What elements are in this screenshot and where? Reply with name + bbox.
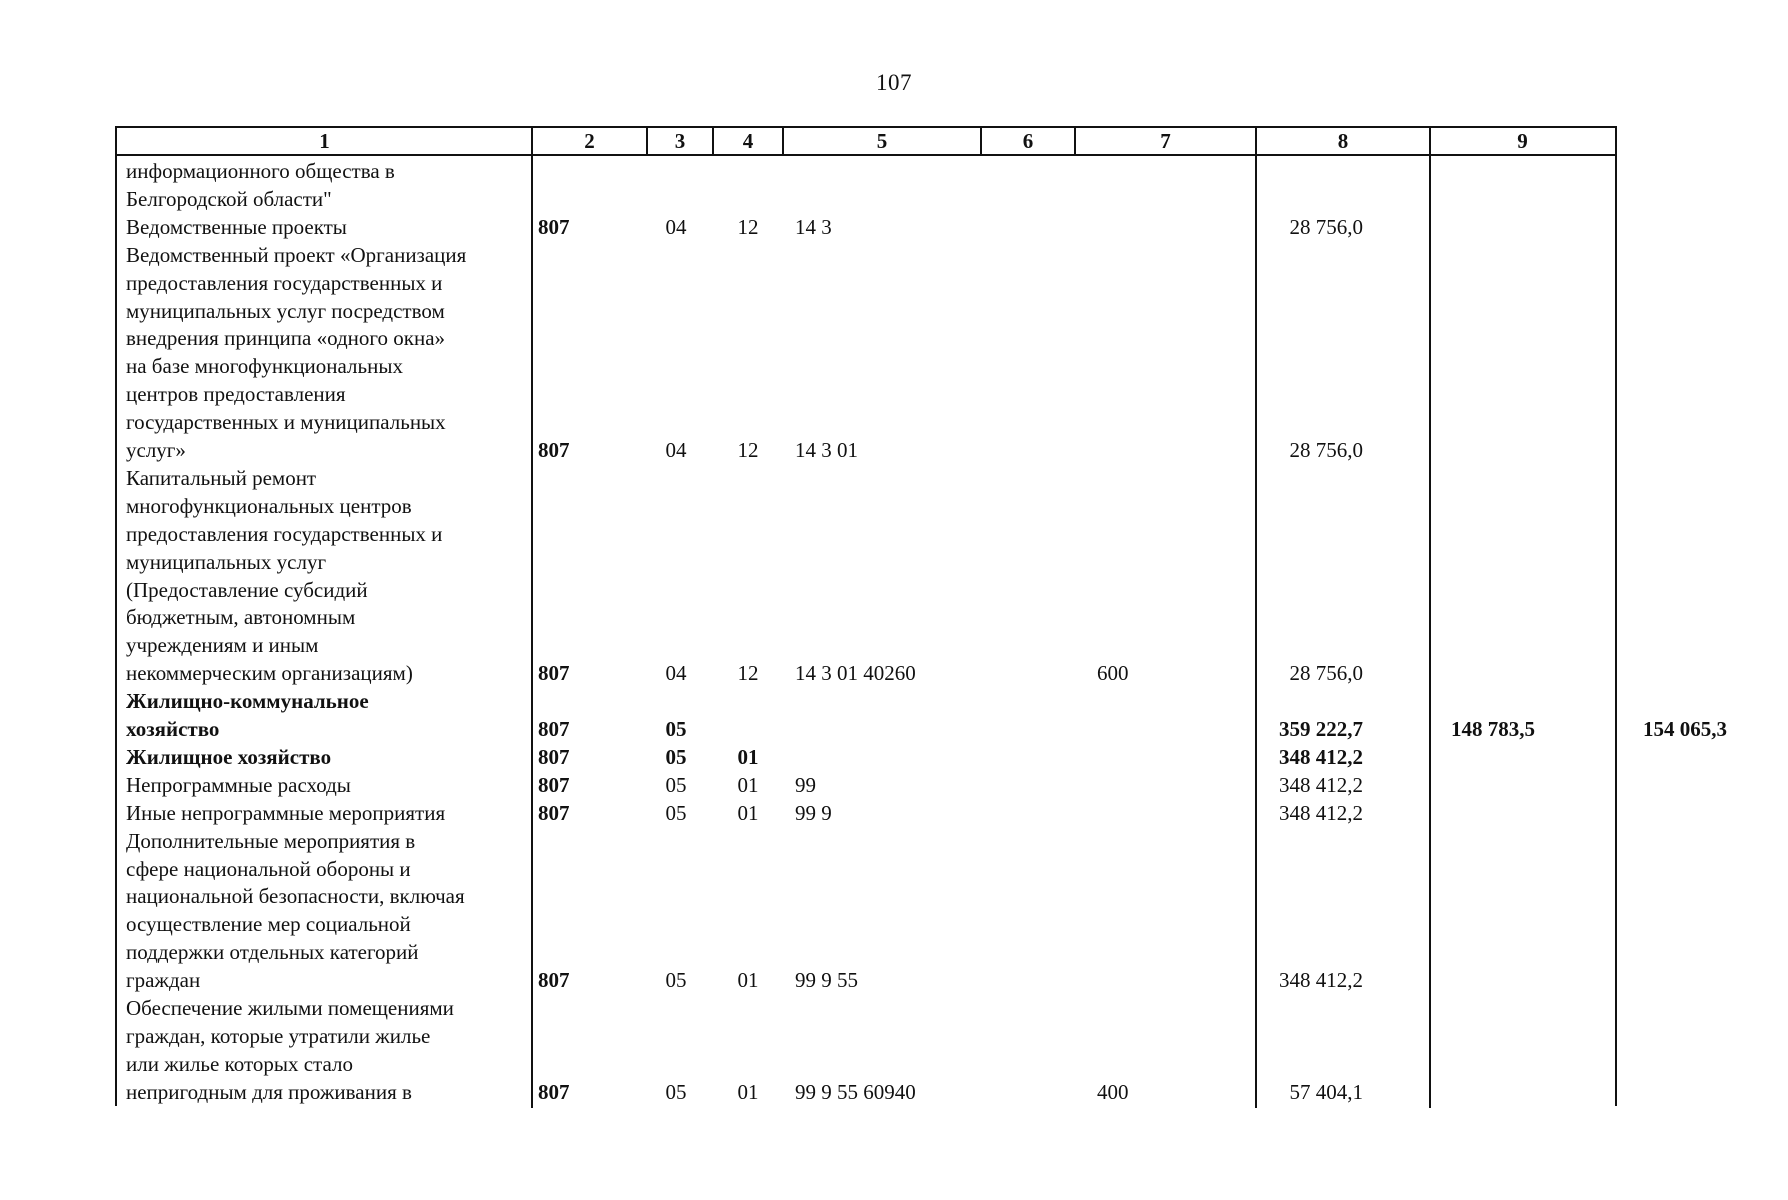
header-col-4: 4 [742,129,754,153]
header-divider [782,128,784,156]
table-row [117,828,1615,995]
description-line: некоммерческим организациям) [126,661,413,686]
cell-col-4: 01 [737,800,759,825]
description-line: многофункциональных центров [126,493,412,518]
header-col-5: 5 [876,129,888,153]
description-line: государственных и муниципальных [126,410,446,435]
cell-col-3: 05 [665,717,687,741]
header-divider [1429,128,1431,156]
cell-col-4: 12 [737,437,759,462]
cell-col-2: 807 [538,968,570,993]
cell-col-7: 348 412,2 [1279,968,1363,993]
description-line: национальной безопасности, включая [126,884,465,909]
description-line: или жилье которых стало [126,1051,353,1076]
description-line: услуг» [126,438,186,463]
header-col-6: 6 [1022,129,1034,153]
header-divider [1074,128,1076,156]
row-description [126,465,524,688]
description-line: Обеспечение жилыми помещениями [126,996,454,1020]
description-line: Капитальный ремонт [126,465,317,490]
description-line: Ведомственный проект «Организация [126,242,467,267]
description-line: Жилищное хозяйство [126,744,332,769]
header-divider [980,128,982,156]
table-row [117,242,1615,465]
cell-col-6: 600 [1097,661,1129,686]
cell-col-5: 14 3 01 40260 [795,661,916,686]
cell-col-2: 807 [538,214,570,239]
description-line: центров предоставления [126,382,346,407]
cell-col-8: 148 783,5 [1451,717,1535,741]
description-line: Иные непрограммные мероприятия [126,800,446,825]
description-line: муниципальных услуг посредством [126,298,445,323]
row-description [126,214,524,242]
cell-col-2: 807 [538,661,570,686]
table-row [117,214,1615,242]
table-header-row [117,128,1615,156]
header-col-9: 9 [1517,129,1528,153]
cell-col-2: 807 [538,1079,570,1104]
cell-col-7: 348 412,2 [1279,744,1363,769]
description-line: сфере национальной обороны и [126,856,411,881]
cell-col-4: 01 [737,772,759,797]
cell-col-5: 14 3 [795,214,832,239]
cell-col-4: 01 [737,1079,759,1104]
cell-col-4: 01 [737,968,759,993]
description-line: Дополнительные мероприятия в [126,828,416,853]
cell-col-5: 99 9 55 60940 [795,1079,916,1104]
table-row [117,158,1615,214]
row-description [126,688,524,744]
cell-col-3: 05 [665,968,687,993]
cell-col-7: 57 404,1 [1289,1079,1363,1104]
cell-col-2: 807 [538,744,570,769]
cell-col-3: 04 [665,661,687,686]
cell-col-5: 99 9 [795,800,832,825]
cell-col-7: 28 756,0 [1289,437,1363,462]
row-description [126,828,524,995]
cell-col-5: 14 3 01 [795,437,858,462]
header-divider [531,128,533,156]
cell-col-4: 12 [737,661,759,686]
cell-col-9: 154 065,3 [1643,717,1727,741]
cell-col-5: 99 9 55 [795,968,858,993]
header-divider [646,128,648,156]
row-description [126,242,524,465]
description-line: граждан [126,968,201,993]
description-line: Белгородской области" [126,186,332,211]
row-description [126,772,524,800]
cell-col-7: 28 756,0 [1289,661,1363,686]
description-line: граждан, которые утратили жилье [126,1023,431,1048]
row-description [126,995,524,1107]
description-line: внедрения принципа «одного окна» [126,326,446,351]
cell-col-7: 348 412,2 [1279,772,1363,797]
cell-col-4: 01 [737,744,759,769]
table-row [117,465,1615,688]
budget-table [115,126,1727,1106]
header-col-2: 2 [584,129,595,153]
cell-col-7: 359 222,7 [1279,717,1363,741]
table-row [117,800,1615,828]
description-line: бюджетным, автономным [126,605,356,630]
description-line: непригодным для проживания в [126,1079,412,1104]
header-col-8: 8 [1337,129,1349,153]
header-col-3: 3 [674,129,686,153]
row-description [126,158,524,214]
description-line: (Предоставление субсидий [126,577,368,602]
cell-col-4: 12 [737,214,759,239]
table-row [117,744,1615,772]
cell-col-3: 05 [665,1079,687,1104]
description-line: предоставления государственных и [126,270,443,295]
header-col-7: 7 [1160,129,1171,153]
header-col-1: 1 [319,129,330,153]
row-description [126,800,524,828]
cell-col-2: 807 [538,717,570,741]
description-line: учреждениям и иным [126,633,319,658]
cell-col-2: 807 [538,772,570,797]
cell-col-6: 400 [1097,1079,1129,1104]
description-line: муниципальных услуг [126,549,327,574]
cell-col-7: 28 756,0 [1289,214,1363,239]
cell-col-5: 99 [795,772,816,797]
cell-col-3: 05 [665,800,687,825]
cell-col-2: 807 [538,437,570,462]
header-divider [1255,128,1257,156]
table-row [117,995,1615,1107]
description-line: информационного общества в [126,159,395,183]
row-description [126,744,524,772]
cell-col-2: 807 [538,800,570,825]
description-line: хозяйство [126,717,220,741]
header-divider [712,128,714,156]
description-line: Ведомственные проекты [126,214,347,239]
description-line: предоставления государственных и [126,521,443,546]
cell-col-7: 348 412,2 [1279,800,1363,825]
description-line: осуществление мер социальной [126,912,411,937]
description-line: на базе многофункциональных [126,354,403,379]
description-line: поддержки отдельных категорий [126,940,419,965]
cell-col-3: 04 [665,437,687,462]
cell-col-3: 05 [665,744,687,769]
table-row [117,688,1727,744]
description-line: Жилищно-коммунальное [126,689,369,714]
page-number: 107 [876,70,912,95]
cell-col-3: 05 [665,772,687,797]
cell-col-3: 04 [665,214,687,239]
table-row [117,772,1615,800]
description-line: Непрограммные расходы [126,772,351,797]
